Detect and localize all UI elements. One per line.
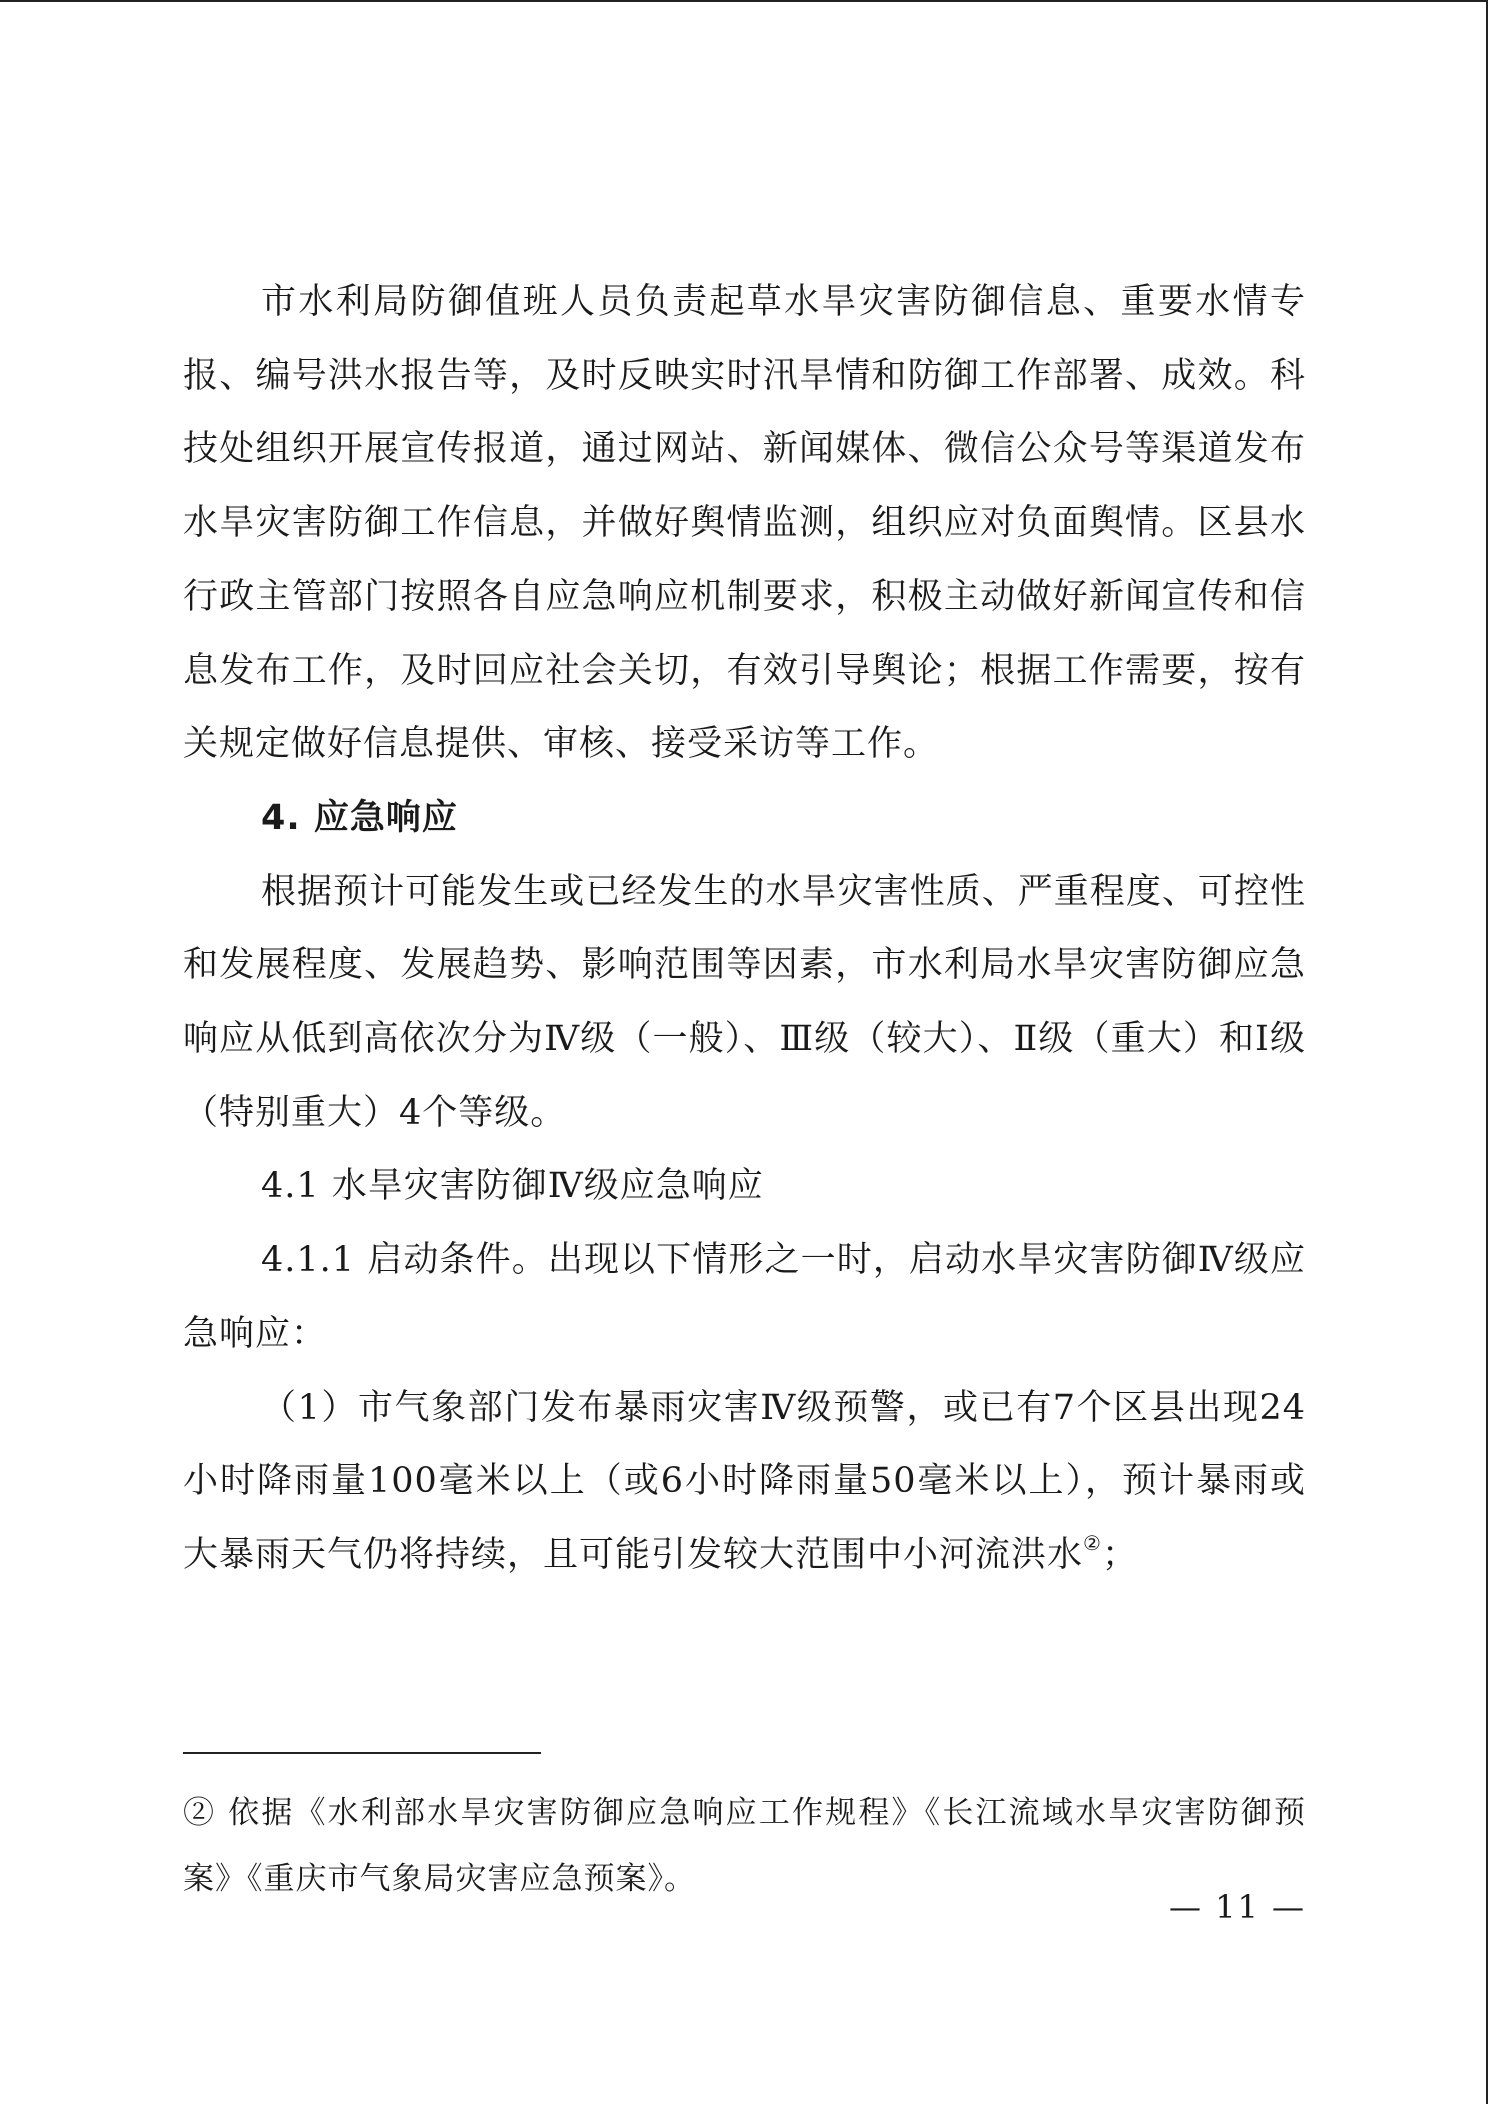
document-body [183, 266, 1306, 1593]
footnote-reference: ② [1083, 1530, 1102, 1555]
paragraph-info-release: 市水利局防御值班人员负责起草水旱灾害防御信息、重要水情专报、编号洪水报告等，及时反映实时汛旱情和防御工作部署、成效。科技处组织开展宣传报道，通过网站、新闻媒体、微信公众号等渠道发布水旱灾害防御工作信息，并做好舆情监测，组织应对负面舆情。区县水行政主管部门按照各自应急响应机制要求，积极主动做好新闻宣传和信息发布工作，及时回应社会关切，有效引导舆论；根据工作需要，按有关规定做好信息提供、审核、接受采访等工作。 [183, 282, 1306, 765]
condition-1-tail: ； [1101, 1534, 1138, 1575]
paragraph-start-conditions: 4.1.1 启动条件。出现以下情形之一时，启动水旱灾害防御Ⅳ级应急响应： [183, 1240, 1306, 1354]
paragraph-condition-1 [183, 1372, 1306, 1593]
paragraph-response-levels: 根据预计可能发生或已经发生的水旱灾害性质、严重程度、可控性和发展程度、发展趋势、影响范围等因素，市水利局水旱灾害防御应急响应从低到高依次分为Ⅳ级（一般）、Ⅲ级（较大）、Ⅱ级（重大）和Ⅰ级（特别重大）4个等级。 [183, 871, 1306, 1133]
footnote [183, 1780, 1306, 1912]
condition-1-text: （1）市气象部门发布暴雨灾害Ⅳ级预警，或已有7个区县出现24小时降雨量100毫米以上（或6小时降雨量50毫米以上），预计暴雨或大暴雨天气仍将持续，且可能引发较大范围中小河流洪水 [183, 1387, 1306, 1575]
section-heading-emergency-response: 4. 应急响应 [261, 797, 458, 838]
page-number: — 11 — [1168, 1888, 1306, 1926]
page-edge-top [0, 0, 1488, 2]
subsection-heading-level-iv: 4.1 水旱灾害防御Ⅳ级应急响应 [261, 1166, 764, 1207]
footnote-text: ② 依据《水利部水旱灾害防御应急响应工作规程》《长江流域水旱灾害防御预案》《重庆市气象局灾害应急预案》。 [183, 1795, 1306, 1897]
footnote-separator [183, 1752, 541, 1754]
